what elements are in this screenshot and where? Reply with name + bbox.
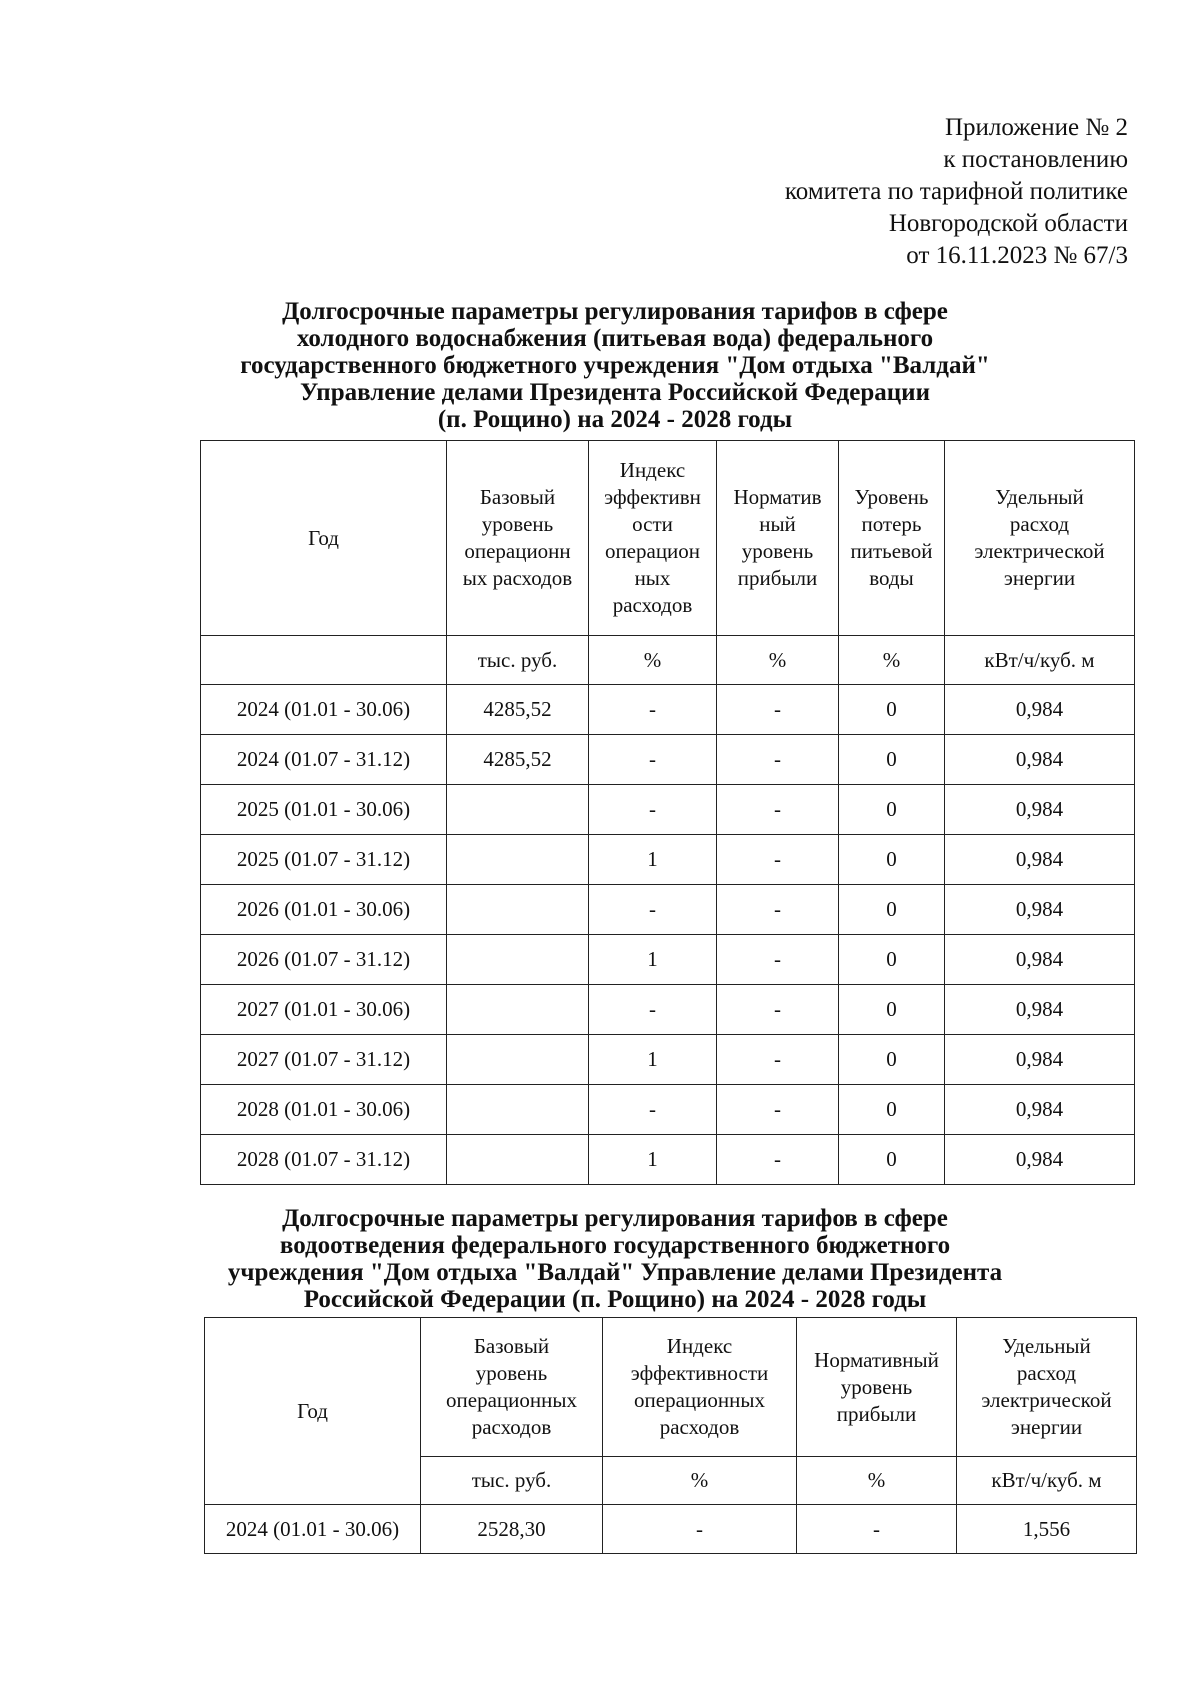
table-row <box>201 735 1135 785</box>
value-cell: - <box>589 735 717 785</box>
value-cell: 0 <box>839 735 945 785</box>
header-line: Индекс <box>619 458 686 482</box>
value-cell: 1,556 <box>957 1505 1137 1554</box>
value-cell: 0,984 <box>945 1085 1135 1135</box>
column-header <box>957 1318 1137 1457</box>
period-cell: 2028 (01.01 - 30.06) <box>201 1085 447 1135</box>
value-cell: - <box>797 1505 957 1554</box>
period-cell: 2025 (01.07 - 31.12) <box>201 835 447 885</box>
column-header <box>421 1318 603 1457</box>
column-header <box>205 1318 421 1505</box>
value-cell <box>447 1035 589 1085</box>
header-line: энергии <box>1003 566 1076 590</box>
unit-cell <box>201 636 447 685</box>
header-line: ости <box>632 512 673 536</box>
title-line: холодного водоснабжения (питьевая вода) федерального <box>296 325 934 352</box>
table-row <box>201 785 1135 835</box>
header-line: Уровень <box>854 485 929 509</box>
header-line: воды <box>869 566 914 590</box>
value-cell: 0,984 <box>945 885 1135 935</box>
title-line: государственного бюджетного учреждения "Дом отдыха "Валдай" <box>240 352 990 379</box>
value-cell: - <box>589 985 717 1035</box>
column-header <box>797 1318 957 1457</box>
header-line: расходов <box>471 1415 552 1439</box>
value-cell: 1 <box>589 835 717 885</box>
header-line: операционных <box>634 1388 765 1412</box>
value-cell: 0,984 <box>945 1035 1135 1085</box>
value-cell: - <box>717 1085 839 1135</box>
value-cell: 4285,52 <box>447 735 589 785</box>
column-header <box>201 441 447 636</box>
header-line: электрической <box>974 539 1105 563</box>
value-cell: 0 <box>839 985 945 1035</box>
approval-line: Приложение № 2 <box>944 114 1128 141</box>
value-cell: 1 <box>589 1035 717 1085</box>
value-cell: 0 <box>839 1135 945 1185</box>
value-cell: 0 <box>839 835 945 885</box>
value-cell: - <box>589 685 717 735</box>
header-line: эффективности <box>630 1361 769 1385</box>
column-header <box>717 441 839 636</box>
table-row <box>201 835 1135 885</box>
header-line: операционных <box>446 1388 577 1412</box>
approval-line: комитета по тарифной политике <box>784 178 1128 205</box>
value-cell: - <box>717 685 839 735</box>
column-header <box>603 1318 797 1457</box>
header-line: операционн <box>464 539 571 563</box>
header-line: Год <box>297 1398 328 1423</box>
period-cell: 2028 (01.07 - 31.12) <box>201 1135 447 1185</box>
period-cell: 2024 (01.01 - 30.06) <box>205 1505 421 1554</box>
value-cell <box>447 785 589 835</box>
column-header <box>839 441 945 636</box>
value-cell: - <box>589 785 717 835</box>
header-line: ых расходов <box>462 566 573 590</box>
column-header <box>945 441 1135 636</box>
unit-cell: % <box>589 636 717 685</box>
value-cell: - <box>589 885 717 935</box>
approval-line: Новгородской области <box>888 210 1128 237</box>
value-cell: 1 <box>589 935 717 985</box>
value-cell: 0,984 <box>945 735 1135 785</box>
header-line: Базовый <box>479 485 556 509</box>
value-cell: - <box>717 885 839 935</box>
table-row <box>201 1085 1135 1135</box>
header-line: Базовый <box>473 1334 550 1358</box>
title-line: учреждения "Дом отдыха "Валдай" Управление делами Президента <box>227 1259 1003 1286</box>
header-line: расход <box>1009 512 1070 536</box>
period-cell: 2025 (01.01 - 30.06) <box>201 785 447 835</box>
header-line: уровень <box>475 1361 548 1385</box>
value-cell: - <box>717 735 839 785</box>
value-cell <box>447 1085 589 1135</box>
value-cell: 0 <box>839 1085 945 1135</box>
header-row <box>205 1318 1137 1457</box>
unit-cell: % <box>839 636 945 685</box>
header-line: ный <box>759 512 796 536</box>
column-header <box>447 441 589 636</box>
header-line: эффективн <box>604 485 701 509</box>
header-line: Индекс <box>666 1334 733 1358</box>
value-cell: - <box>717 1135 839 1185</box>
period-cell: 2026 (01.07 - 31.12) <box>201 935 447 985</box>
units-row <box>201 636 1135 685</box>
header-line: расходов <box>612 593 693 617</box>
header-line: электрической <box>981 1388 1112 1412</box>
section1-title <box>190 298 1040 433</box>
value-cell <box>447 985 589 1035</box>
unit-cell: % <box>717 636 839 685</box>
unit-cell: % <box>603 1457 797 1505</box>
value-cell: - <box>717 985 839 1035</box>
header-line: Удельный <box>995 485 1084 509</box>
header-line: операцион <box>604 539 701 563</box>
title-line: Управление делами Президента Российской Федерации <box>300 379 930 406</box>
value-cell: 0,984 <box>945 985 1135 1035</box>
value-cell: 0 <box>839 1035 945 1085</box>
title-line: (п. Рощино) на 2024 - 2028 годы <box>437 406 793 433</box>
value-cell: - <box>603 1505 797 1554</box>
header-line: прибыли <box>737 566 818 590</box>
header-line: Удельный <box>1002 1334 1091 1358</box>
header-line: Норматив <box>733 485 822 509</box>
approval-line: от 16.11.2023 № 67/3 <box>906 242 1128 269</box>
title-line: Российской Федерации (п. Рощино) на 2024 - 2028 годы <box>303 1286 927 1313</box>
value-cell: 4285,52 <box>447 685 589 735</box>
period-cell: 2027 (01.07 - 31.12) <box>201 1035 447 1085</box>
wastewater-table <box>204 1317 1137 1554</box>
table-row <box>201 985 1135 1035</box>
header-line: расход <box>1016 1361 1077 1385</box>
value-cell <box>447 1135 589 1185</box>
value-cell: 0,984 <box>945 835 1135 885</box>
header-line: Год <box>308 525 339 550</box>
value-cell: 2528,30 <box>421 1505 603 1554</box>
value-cell: 0 <box>839 935 945 985</box>
value-cell: 0,984 <box>945 1135 1135 1185</box>
header-line: потерь <box>861 512 922 536</box>
section2-title <box>190 1205 1040 1313</box>
title-line: водоотведения федерального государственного бюджетного <box>279 1232 951 1259</box>
header-line: расходов <box>659 1415 740 1439</box>
header-line: энергии <box>1010 1415 1083 1439</box>
value-cell: 0 <box>839 785 945 835</box>
title-line: Долгосрочные параметры регулирования тарифов в сфере <box>282 298 948 325</box>
value-cell: - <box>717 1035 839 1085</box>
value-cell <box>447 885 589 935</box>
header-line: уровень <box>840 1374 913 1399</box>
period-cell: 2024 (01.01 - 30.06) <box>201 685 447 735</box>
period-cell: 2024 (01.07 - 31.12) <box>201 735 447 785</box>
unit-cell: тыс. руб. <box>447 636 589 685</box>
header-line: прибыли <box>836 1401 917 1426</box>
header-line: питьевой <box>850 539 933 563</box>
approval-block <box>785 112 1128 272</box>
table-row <box>201 1035 1135 1085</box>
value-cell: - <box>717 935 839 985</box>
approval-line: к постановлению <box>943 146 1128 173</box>
value-cell: 0 <box>839 685 945 735</box>
unit-cell: кВт/ч/куб. м <box>945 636 1135 685</box>
table-row <box>201 685 1135 735</box>
header-line: уровень <box>481 512 554 536</box>
table-row <box>201 935 1135 985</box>
value-cell: 0 <box>839 885 945 935</box>
period-cell: 2026 (01.01 - 30.06) <box>201 885 447 935</box>
header-line: ных <box>634 566 671 590</box>
period-cell: 2027 (01.01 - 30.06) <box>201 985 447 1035</box>
unit-cell: % <box>797 1457 957 1505</box>
value-cell: 1 <box>589 1135 717 1185</box>
table-row <box>201 885 1135 935</box>
table-row <box>201 1135 1135 1185</box>
value-cell: 0,984 <box>945 935 1135 985</box>
value-cell <box>447 835 589 885</box>
title-line: Долгосрочные параметры регулирования тарифов в сфере <box>282 1205 948 1232</box>
header-line: Нормативный <box>814 1347 939 1372</box>
unit-cell: тыс. руб. <box>421 1457 603 1505</box>
value-cell <box>447 935 589 985</box>
header-row <box>201 441 1135 636</box>
value-cell: - <box>717 785 839 835</box>
water-supply-table <box>200 440 1135 1185</box>
unit-cell: кВт/ч/куб. м <box>957 1457 1137 1505</box>
value-cell: - <box>717 835 839 885</box>
table-row <box>205 1505 1137 1554</box>
column-header <box>589 441 717 636</box>
header-line: уровень <box>741 539 814 563</box>
value-cell: 0,984 <box>945 685 1135 735</box>
value-cell: - <box>589 1085 717 1135</box>
value-cell: 0,984 <box>945 785 1135 835</box>
